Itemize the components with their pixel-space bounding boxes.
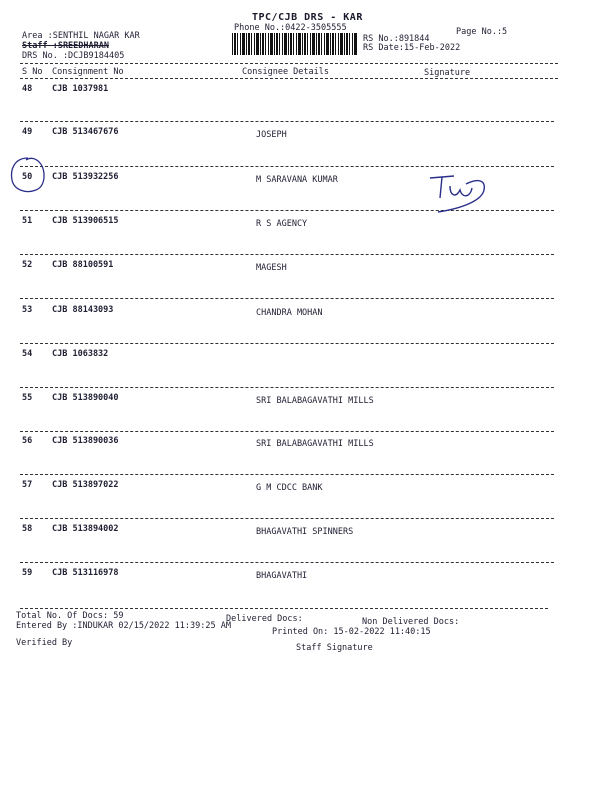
rs-number: RS No.:891844 bbox=[363, 34, 430, 44]
row-divider bbox=[20, 298, 554, 299]
consignment-number: CJB 513906515 bbox=[52, 216, 119, 226]
column-sno: S No bbox=[22, 67, 43, 77]
consignment-number: CJB 513467676 bbox=[52, 127, 119, 137]
barcode bbox=[232, 33, 358, 55]
consignee-name: CHANDRA MOHAN bbox=[256, 308, 323, 318]
consignment-number: CJB 513932256 bbox=[52, 172, 119, 182]
row-divider bbox=[20, 562, 554, 563]
row-divider bbox=[20, 387, 554, 388]
footer-divider bbox=[20, 608, 548, 609]
delivered-docs: Delivered Docs: bbox=[226, 614, 303, 624]
entered-by: Entered By :INDUKAR 02/15/2022 11:39:25 AM bbox=[16, 621, 231, 631]
document-title: TPC/CJB DRS - KAR bbox=[252, 12, 363, 23]
consignment-number: CJB 513116978 bbox=[52, 568, 119, 578]
row-divider bbox=[20, 343, 554, 344]
consignment-number: CJB 513894002 bbox=[52, 524, 119, 534]
row-divider bbox=[20, 166, 554, 167]
row-number: 56 bbox=[22, 436, 33, 446]
header-divider-bottom bbox=[20, 78, 558, 79]
total-docs: Total No. Of Docs: 59 bbox=[16, 611, 124, 621]
printed-on: Printed On: 15-02-2022 11:40:15 bbox=[272, 627, 431, 637]
consignee-name: BHAGAVATHI bbox=[256, 571, 308, 581]
consignment-number: CJB 1037981 bbox=[52, 84, 109, 94]
row-number: 48 bbox=[22, 84, 33, 94]
row-number: 55 bbox=[22, 393, 33, 403]
page-number: Page No.:5 bbox=[456, 27, 508, 37]
row-number: 59 bbox=[22, 568, 33, 578]
column-signature: Signature bbox=[424, 68, 471, 78]
staff-signature: Staff Signature bbox=[296, 643, 373, 653]
row-number: 53 bbox=[22, 305, 33, 315]
row-divider bbox=[20, 121, 554, 122]
non-delivered-docs: Non Delivered Docs: bbox=[362, 617, 460, 627]
consignment-number: CJB 513890036 bbox=[52, 436, 119, 446]
verified-by: Verified By bbox=[16, 638, 73, 648]
drs-number: DRS No. :DCJB9184405 bbox=[22, 51, 125, 61]
row-divider bbox=[20, 474, 554, 475]
row-circle-mark bbox=[8, 154, 48, 196]
row-number: 58 bbox=[22, 524, 33, 534]
row-number: 51 bbox=[22, 216, 33, 226]
consignee-name: R S AGENCY bbox=[256, 219, 308, 229]
staff-label: Staff :SREEDHARAN bbox=[22, 41, 109, 51]
consignee-name: SRI BALABAGAVATHI MILLS bbox=[256, 439, 374, 449]
consignment-number: CJB 88100591 bbox=[52, 260, 114, 270]
row-number: 54 bbox=[22, 349, 33, 359]
consignment-number: CJB 513890040 bbox=[52, 393, 119, 403]
area-label: Area :SENTHIL NAGAR KAR bbox=[22, 31, 140, 41]
phone-number: Phone No.:0422-3505555 bbox=[234, 23, 347, 33]
row-divider bbox=[20, 431, 554, 432]
row-number: 52 bbox=[22, 260, 33, 270]
consignment-number: CJB 1063832 bbox=[52, 349, 109, 359]
row-number: 50 bbox=[22, 172, 33, 182]
consignment-number: CJB 513897022 bbox=[52, 480, 119, 490]
consignee-name: M SARAVANA KUMAR bbox=[256, 175, 338, 185]
row-number: 49 bbox=[22, 127, 33, 137]
row-number: 57 bbox=[22, 480, 33, 490]
row-divider bbox=[20, 518, 554, 519]
rs-date: RS Date:15-Feb-2022 bbox=[363, 43, 461, 53]
consignment-number: CJB 88143093 bbox=[52, 305, 114, 315]
header-divider-top bbox=[20, 63, 558, 64]
row-divider bbox=[20, 254, 554, 255]
consignee-name: JOSEPH bbox=[256, 130, 287, 140]
column-consignment: Consignment No bbox=[52, 67, 124, 77]
consignee-name: G M CDCC BANK bbox=[256, 483, 323, 493]
handwritten-signature bbox=[420, 168, 510, 218]
consignee-name: MAGESH bbox=[256, 263, 287, 273]
column-consignee: Consignee Details bbox=[242, 67, 329, 77]
consignee-name: SRI BALABAGAVATHI MILLS bbox=[256, 396, 374, 406]
consignee-name: BHAGAVATHI SPINNERS bbox=[256, 527, 354, 537]
